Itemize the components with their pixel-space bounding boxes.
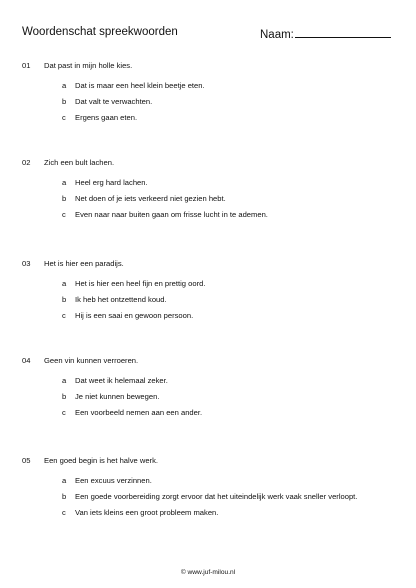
question-row [22, 158, 406, 168]
option-text: Van iets kleins een groot probleem maken. [75, 508, 219, 517]
option-c [22, 210, 406, 220]
page-title: Woordenschat spreekwoorden [22, 26, 178, 38]
answer-options [22, 81, 406, 123]
question-number: 04 [22, 356, 31, 365]
question-text: Het is hier een paradijs. [44, 259, 124, 268]
option-c [22, 508, 406, 518]
option-text: Dat valt te verwachten. [75, 97, 153, 106]
question-row [22, 259, 406, 269]
option-text: Even naar naar buiten gaan om frisse lucht in te ademen. [75, 210, 268, 219]
option-c [22, 311, 406, 321]
option-b [22, 492, 406, 502]
option-a [22, 376, 406, 386]
option-text: Een goede voorbereiding zorgt ervoor dat het uiteindelijk werk vaak sneller verloopt. [75, 492, 358, 501]
question-02 [22, 158, 406, 226]
question-row [22, 456, 406, 466]
option-letter: b [62, 295, 67, 304]
option-letter: b [62, 97, 67, 106]
option-letter: a [62, 279, 67, 288]
answer-options [22, 178, 406, 220]
option-text: Een voorbeeld nemen aan een ander. [75, 408, 203, 417]
option-text: Ergens gaan eten. [75, 113, 138, 122]
option-letter: c [62, 210, 66, 219]
question-number: 01 [22, 61, 31, 70]
option-letter: c [62, 113, 66, 122]
answer-options [22, 476, 406, 518]
option-b [22, 295, 406, 305]
question-04 [22, 356, 406, 424]
option-letter: b [62, 194, 67, 203]
option-letter: b [62, 492, 67, 501]
option-text: Het is hier een heel fijn en prettig oord. [75, 279, 206, 288]
question-03 [22, 259, 406, 327]
option-letter: a [62, 376, 67, 385]
answer-options [22, 279, 406, 321]
question-text: Een goed begin is het halve werk. [44, 456, 158, 465]
option-c [22, 408, 406, 418]
option-b [22, 97, 406, 107]
option-letter: c [62, 408, 66, 417]
question-05 [22, 456, 406, 524]
copyright-footer: © www.juf-milou.nl [180, 569, 236, 576]
option-c [22, 113, 406, 123]
option-text: Dat is maar een heel klein beetje eten. [75, 81, 205, 90]
name-blank-line [295, 26, 391, 38]
question-text: Zich een bult lachen. [44, 158, 115, 167]
question-01 [22, 61, 406, 129]
option-letter: a [62, 178, 67, 187]
option-text: Een excuus verzinnen. [75, 476, 152, 485]
option-text: Ik heb het ontzettend koud. [75, 295, 167, 304]
option-text: Dat weet ik helemaal zeker. [75, 376, 168, 385]
option-text: Hij is een saai en gewoon persoon. [75, 311, 194, 320]
answer-options [22, 376, 406, 418]
option-a [22, 81, 406, 91]
question-row [22, 61, 406, 71]
option-a [22, 178, 406, 188]
option-text: Net doen of je iets verkeerd niet gezien hebt. [75, 194, 226, 203]
name-label: Naam: [260, 29, 294, 41]
option-letter: c [62, 311, 66, 320]
question-row [22, 356, 406, 366]
option-letter: c [62, 508, 66, 517]
name-field [260, 26, 391, 41]
option-letter: b [62, 392, 67, 401]
question-text: Dat past in mijn holle kies. [44, 61, 133, 70]
question-number: 02 [22, 158, 31, 167]
option-text: Heel erg hard lachen. [75, 178, 148, 187]
option-text: Je niet kunnen bewegen. [75, 392, 160, 401]
option-letter: a [62, 476, 67, 485]
worksheet-header [22, 26, 388, 42]
question-number: 05 [22, 456, 31, 465]
option-b [22, 392, 406, 402]
option-a [22, 279, 406, 289]
question-number: 03 [22, 259, 31, 268]
option-a [22, 476, 406, 486]
option-b [22, 194, 406, 204]
question-text: Geen vin kunnen verroeren. [44, 356, 139, 365]
option-letter: a [62, 81, 67, 90]
